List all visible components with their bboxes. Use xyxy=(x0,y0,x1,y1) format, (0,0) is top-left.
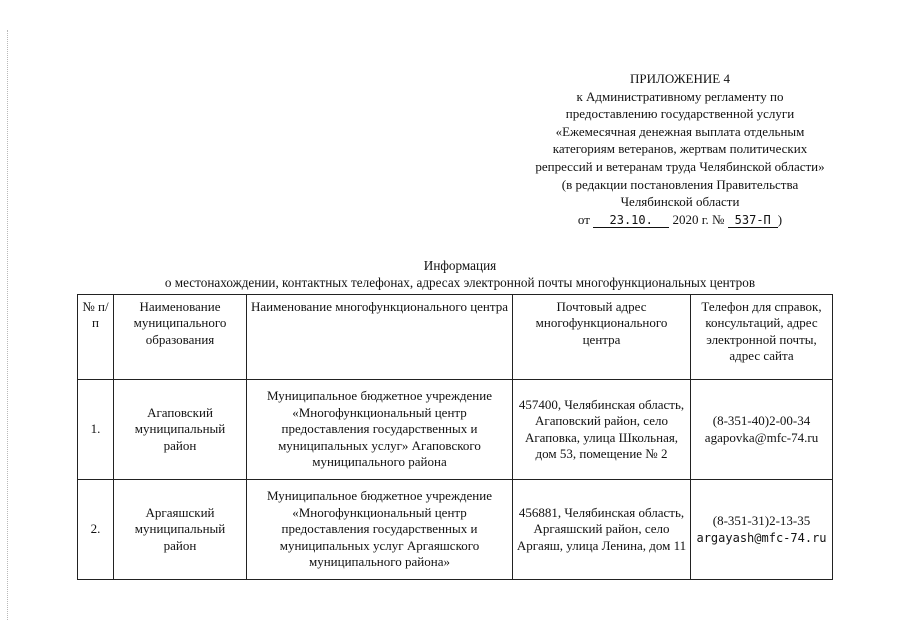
header-num: № п/п xyxy=(78,295,114,380)
email-address: argayash@mfc-74.ru xyxy=(696,530,827,545)
appendix-line: Челябинской области xyxy=(620,194,740,210)
cell-num: 2. xyxy=(78,480,114,580)
cell-municipality: Аргаяшский муниципальный район xyxy=(114,480,247,580)
table-header-row xyxy=(78,295,833,380)
scan-edge-line xyxy=(7,30,9,620)
table-row xyxy=(78,480,833,580)
appendix-block xyxy=(500,70,860,228)
cell-municipality: Агаповский муниципальный район xyxy=(114,380,247,480)
header-address: Почтовый адрес многофункционального центра xyxy=(513,295,691,380)
table-row xyxy=(78,380,833,480)
appendix-line: категориям ветеранов, жертвам политических xyxy=(552,141,808,157)
cell-contacts xyxy=(691,380,833,480)
year-text: 2020 г. № xyxy=(672,211,725,227)
cell-center: Муниципальное бюджетное учреждение «Многофункциональный центр предоставления государственных и муниципальных услуг Аргаяшского муниципального района» xyxy=(247,480,513,580)
heading-title: Информация xyxy=(423,258,497,273)
phone-number: (8-351-40)2-00-34 xyxy=(712,413,811,429)
phone-number: (8-351-31)2-13-35 xyxy=(712,513,811,529)
appendix-line: репрессий и ветеранам труда Челябинской области» xyxy=(535,158,825,174)
cell-contacts xyxy=(691,480,833,580)
cell-address: 456881, Челябинская область, Аргаяшский район, село Аргаяш, улица Ленина, дом 11 xyxy=(513,480,691,580)
cell-num: 1. xyxy=(78,380,114,480)
appendix-line: к Административному регламенту по xyxy=(576,88,784,104)
appendix-title: ПРИЛОЖЕНИЕ 4 xyxy=(630,71,730,86)
appendix-line: (в редакции постановления Правительства xyxy=(561,176,799,192)
email-address: agapovka@mfc-74.ru xyxy=(704,429,819,445)
appendix-line: «Ежемесячная денежная выплата отдельным xyxy=(555,123,805,139)
header-contacts: Телефон для справок, консультаций, адрес электронной почты, адрес сайта xyxy=(691,295,833,380)
decree-date: 23.10. xyxy=(593,213,669,228)
header-center: Наименование многофункционального центра xyxy=(247,295,513,380)
header-municipality: Наименование муниципального образования xyxy=(114,295,247,380)
cell-address: 457400, Челябинская область, Агаповский район, село Агаповка, улица Школьная, дом 53, помещение № 2 xyxy=(513,380,691,480)
appendix-date-line xyxy=(500,211,860,229)
document-heading xyxy=(110,258,810,291)
date-prefix: от xyxy=(577,211,590,227)
cell-center: Муниципальное бюджетное учреждение «Многофункциональный центр предоставления государственных и муниципальных услуг» Агаповского муниципального района xyxy=(247,380,513,480)
mfc-table xyxy=(77,294,833,580)
decree-number: 537-П xyxy=(728,213,778,228)
closing-paren: ) xyxy=(777,211,783,227)
heading-subtitle: о местонахождении, контактных телефонах, адресах электронной почты многофункциональных центров xyxy=(164,274,756,290)
appendix-line: предоставлению государственной услуги xyxy=(565,106,795,122)
